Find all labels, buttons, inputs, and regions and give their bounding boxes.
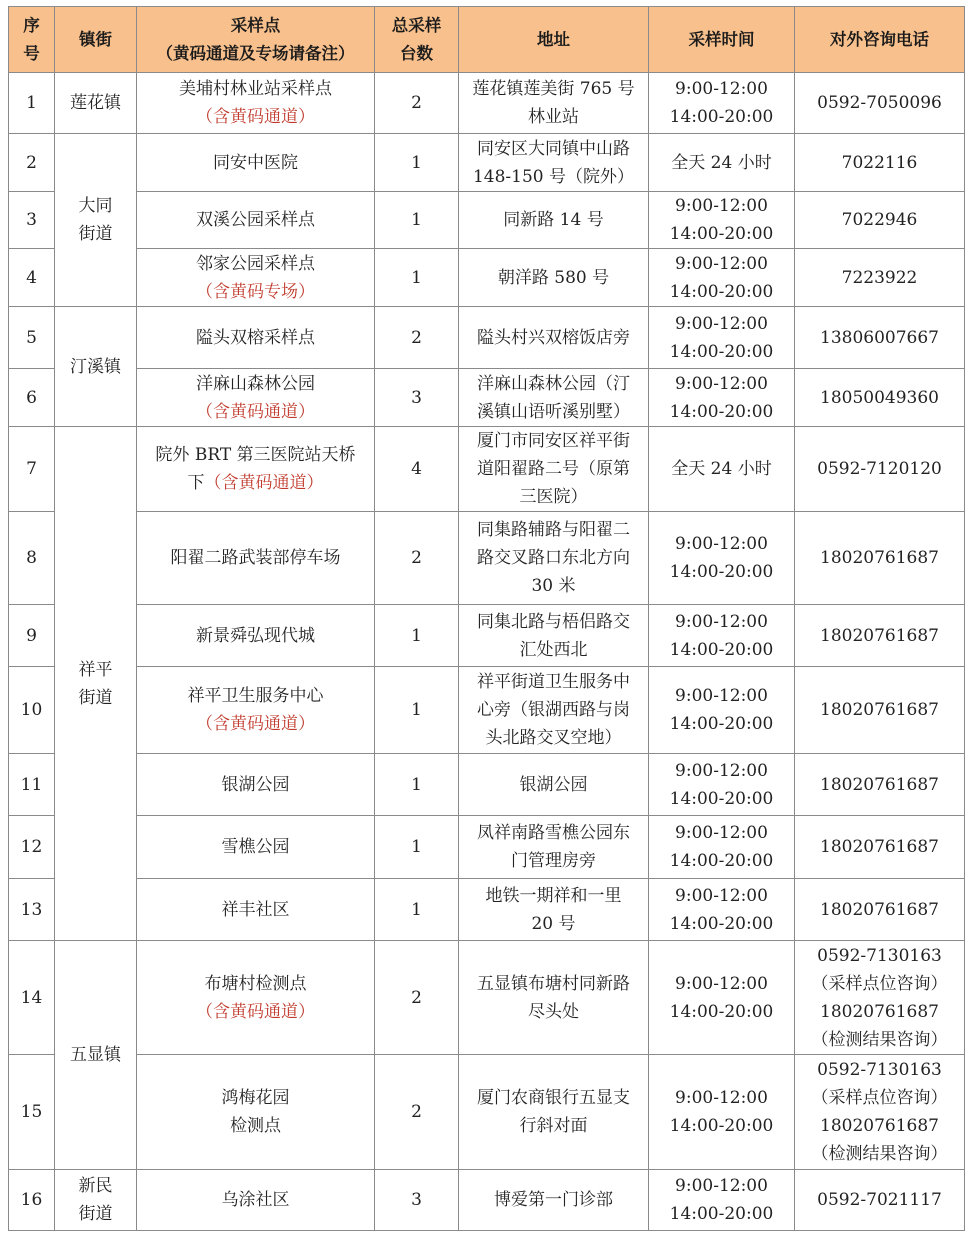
phone-cell: 13806007667: [795, 307, 965, 369]
phone-cell: 18020761687: [795, 816, 965, 879]
address-cell: 朝洋路 580 号: [459, 249, 649, 307]
seq-cell: 4: [9, 249, 55, 307]
table-row: [9, 879, 965, 941]
seq-cell: 7: [9, 427, 55, 512]
phone-cell: 7022116: [795, 134, 965, 192]
time-cell: 9:00-12:00 14:00-20:00: [649, 816, 795, 879]
address-cell: 隘头村兴双榕饭店旁: [459, 307, 649, 369]
seq-cell: 14: [9, 941, 55, 1055]
table-row: [9, 667, 965, 754]
table-row: [9, 73, 965, 134]
town-cell: 祥平 街道: [55, 427, 137, 941]
phone-cell: 0592-7130163 （采样点位咨询） 18020761687 （检测结果咨询）: [795, 1055, 965, 1170]
site-cell: 同安中医院: [137, 134, 375, 192]
count-cell: 2: [375, 1055, 459, 1170]
address-cell: 莲花镇莲美街 765 号 林业站: [459, 73, 649, 134]
phone-cell: 0592-7120120: [795, 427, 965, 512]
count-cell: 1: [375, 192, 459, 249]
table-row: [9, 816, 965, 879]
time-cell: 9:00-12:00 14:00-20:00: [649, 192, 795, 249]
time-cell: 9:00-12:00 14:00-20:00: [649, 307, 795, 369]
sampling-sites-table: [8, 6, 965, 1231]
address-cell: 银湖公园: [459, 754, 649, 816]
site-cell: 雪樵公园: [137, 816, 375, 879]
time-cell: 9:00-12:00 14:00-20:00: [649, 941, 795, 1055]
seq-cell: 12: [9, 816, 55, 879]
town-cell: 汀溪镇: [55, 307, 137, 427]
count-cell: 2: [375, 941, 459, 1055]
time-cell: 9:00-12:00 14:00-20:00: [649, 754, 795, 816]
site-cell: 祥平卫生服务中心 （含黄码通道）: [137, 667, 375, 754]
sampling-sites-table-container: [8, 6, 964, 1232]
table-row: [9, 754, 965, 816]
count-cell: 1: [375, 667, 459, 754]
address-cell: 厦门市同安区祥平街 道阳翟路二号（原第 三医院）: [459, 427, 649, 512]
header-town: 镇街: [55, 7, 137, 73]
phone-cell: 18020761687: [795, 605, 965, 667]
count-cell: 1: [375, 754, 459, 816]
seq-cell: 10: [9, 667, 55, 754]
address-cell: 地铁一期祥和一里 20 号: [459, 879, 649, 941]
address-cell: 博爱第一门诊部: [459, 1170, 649, 1231]
table-row: [9, 249, 965, 307]
count-cell: 1: [375, 879, 459, 941]
seq-cell: 15: [9, 1055, 55, 1170]
count-cell: 3: [375, 1170, 459, 1231]
yellow-code-note: （含黄码通道）: [196, 714, 315, 734]
site-cell: 美埔村林业站采样点 （含黄码通道）: [137, 73, 375, 134]
header-time: 采样时间: [649, 7, 795, 73]
seq-cell: 6: [9, 369, 55, 427]
time-cell: 全天 24 小时: [649, 134, 795, 192]
town-cell: 大同 街道: [55, 134, 137, 307]
count-cell: 1: [375, 249, 459, 307]
time-cell: 全天 24 小时: [649, 427, 795, 512]
seq-cell: 11: [9, 754, 55, 816]
address-cell: 同安区大同镇中山路 148-150 号（院外）: [459, 134, 649, 192]
yellow-code-note: （含黄码专场）: [196, 281, 315, 302]
yellow-code-note: （含黄码通道）: [204, 473, 324, 493]
phone-cell: 18020761687: [795, 667, 965, 754]
seq-cell: 3: [9, 192, 55, 249]
site-cell: 新景舜弘现代城: [137, 605, 375, 667]
time-cell: 9:00-12:00 14:00-20:00: [649, 1170, 795, 1231]
seq-cell: 9: [9, 605, 55, 667]
address-cell: 同集北路与梧侣路交 汇处西北: [459, 605, 649, 667]
table-row: [9, 605, 965, 667]
seq-cell: 2: [9, 134, 55, 192]
table-row: [9, 427, 965, 512]
table-row: [9, 512, 965, 605]
site-cell: 布塘村检测点 （含黄码通道）: [137, 941, 375, 1055]
yellow-code-note: （含黄码通道）: [196, 1001, 315, 1022]
phone-cell: 18050049360: [795, 369, 965, 427]
count-cell: 2: [375, 73, 459, 134]
phone-cell: 18020761687: [795, 754, 965, 816]
table-row: [9, 369, 965, 427]
count-cell: 4: [375, 427, 459, 512]
header-count: 总采样 台数: [375, 7, 459, 73]
table-row: [9, 307, 965, 369]
address-cell: 凤祥南路雪樵公园东 门管理房旁: [459, 816, 649, 879]
seq-cell: 13: [9, 879, 55, 941]
site-cell: 邻家公园采样点 （含黄码专场）: [137, 249, 375, 307]
town-cell: 新民 街道: [55, 1170, 137, 1231]
site-cell: 隘头双榕采样点: [137, 307, 375, 369]
time-cell: 9:00-12:00 14:00-20:00: [649, 605, 795, 667]
address-cell: 同新路 14 号: [459, 192, 649, 249]
time-cell: 9:00-12:00 14:00-20:00: [649, 249, 795, 307]
seq-cell: 5: [9, 307, 55, 369]
address-cell: 洋麻山森林公园（汀 溪镇山语听溪别墅）: [459, 369, 649, 427]
header-phone: 对外咨询电话: [795, 7, 965, 73]
phone-cell: 0592-7021117: [795, 1170, 965, 1231]
time-cell: 9:00-12:00 14:00-20:00: [649, 879, 795, 941]
address-cell: 厦门农商银行五显支 行斜对面: [459, 1055, 649, 1170]
phone-cell: 18020761687: [795, 879, 965, 941]
site-cell: 鸿梅花园 检测点: [137, 1055, 375, 1170]
count-cell: 1: [375, 134, 459, 192]
time-cell: 9:00-12:00 14:00-20:00: [649, 512, 795, 605]
site-cell: 银湖公园: [137, 754, 375, 816]
address-cell: 五显镇布塘村同新路 尽头处: [459, 941, 649, 1055]
seq-cell: 1: [9, 73, 55, 134]
count-cell: 1: [375, 605, 459, 667]
site-cell: 院外 BRT 第三医院站天桥 下（含黄码通道）: [137, 427, 375, 512]
town-cell: 五显镇: [55, 941, 137, 1170]
town-cell: 莲花镇: [55, 73, 137, 134]
address-cell: 祥平街道卫生服务中 心旁（银湖西路与岗 头北路交叉空地）: [459, 667, 649, 754]
table-row: [9, 134, 965, 192]
site-cell: 洋麻山森林公园 （含黄码通道）: [137, 369, 375, 427]
count-cell: 1: [375, 816, 459, 879]
phone-cell: 7223922: [795, 249, 965, 307]
address-cell: 同集路辅路与阳翟二 路交叉路口东北方向 30 米: [459, 512, 649, 605]
seq-cell: 16: [9, 1170, 55, 1231]
header-seq: 序 号: [9, 7, 55, 73]
table-row: [9, 1055, 965, 1170]
phone-cell: 0592-7050096: [795, 73, 965, 134]
count-cell: 3: [375, 369, 459, 427]
site-cell: 祥丰社区: [137, 879, 375, 941]
time-cell: 9:00-12:00 14:00-20:00: [649, 1055, 795, 1170]
count-cell: 2: [375, 307, 459, 369]
table-row: [9, 1170, 965, 1231]
site-cell: 阳翟二路武装部停车场: [137, 512, 375, 605]
time-cell: 9:00-12:00 14:00-20:00: [649, 667, 795, 754]
site-cell: 乌涂社区: [137, 1170, 375, 1231]
header-row: [9, 7, 965, 73]
site-cell: 双溪公园采样点: [137, 192, 375, 249]
phone-cell: 18020761687: [795, 512, 965, 605]
phone-cell: 7022946: [795, 192, 965, 249]
yellow-code-note: （含黄码通道）: [196, 107, 315, 127]
seq-cell: 8: [9, 512, 55, 605]
header-address: 地址: [459, 7, 649, 73]
table-row: [9, 941, 965, 1055]
header-site: 采样点 （黄码通道及专场请备注）: [137, 7, 375, 73]
phone-cell: 0592-7130163 （采样点位咨询） 18020761687 （检测结果咨询）: [795, 941, 965, 1055]
table-row: [9, 192, 965, 249]
count-cell: 2: [375, 512, 459, 605]
time-cell: 9:00-12:00 14:00-20:00: [649, 369, 795, 427]
time-cell: 9:00-12:00 14:00-20:00: [649, 73, 795, 134]
yellow-code-note: （含黄码通道）: [196, 401, 315, 422]
